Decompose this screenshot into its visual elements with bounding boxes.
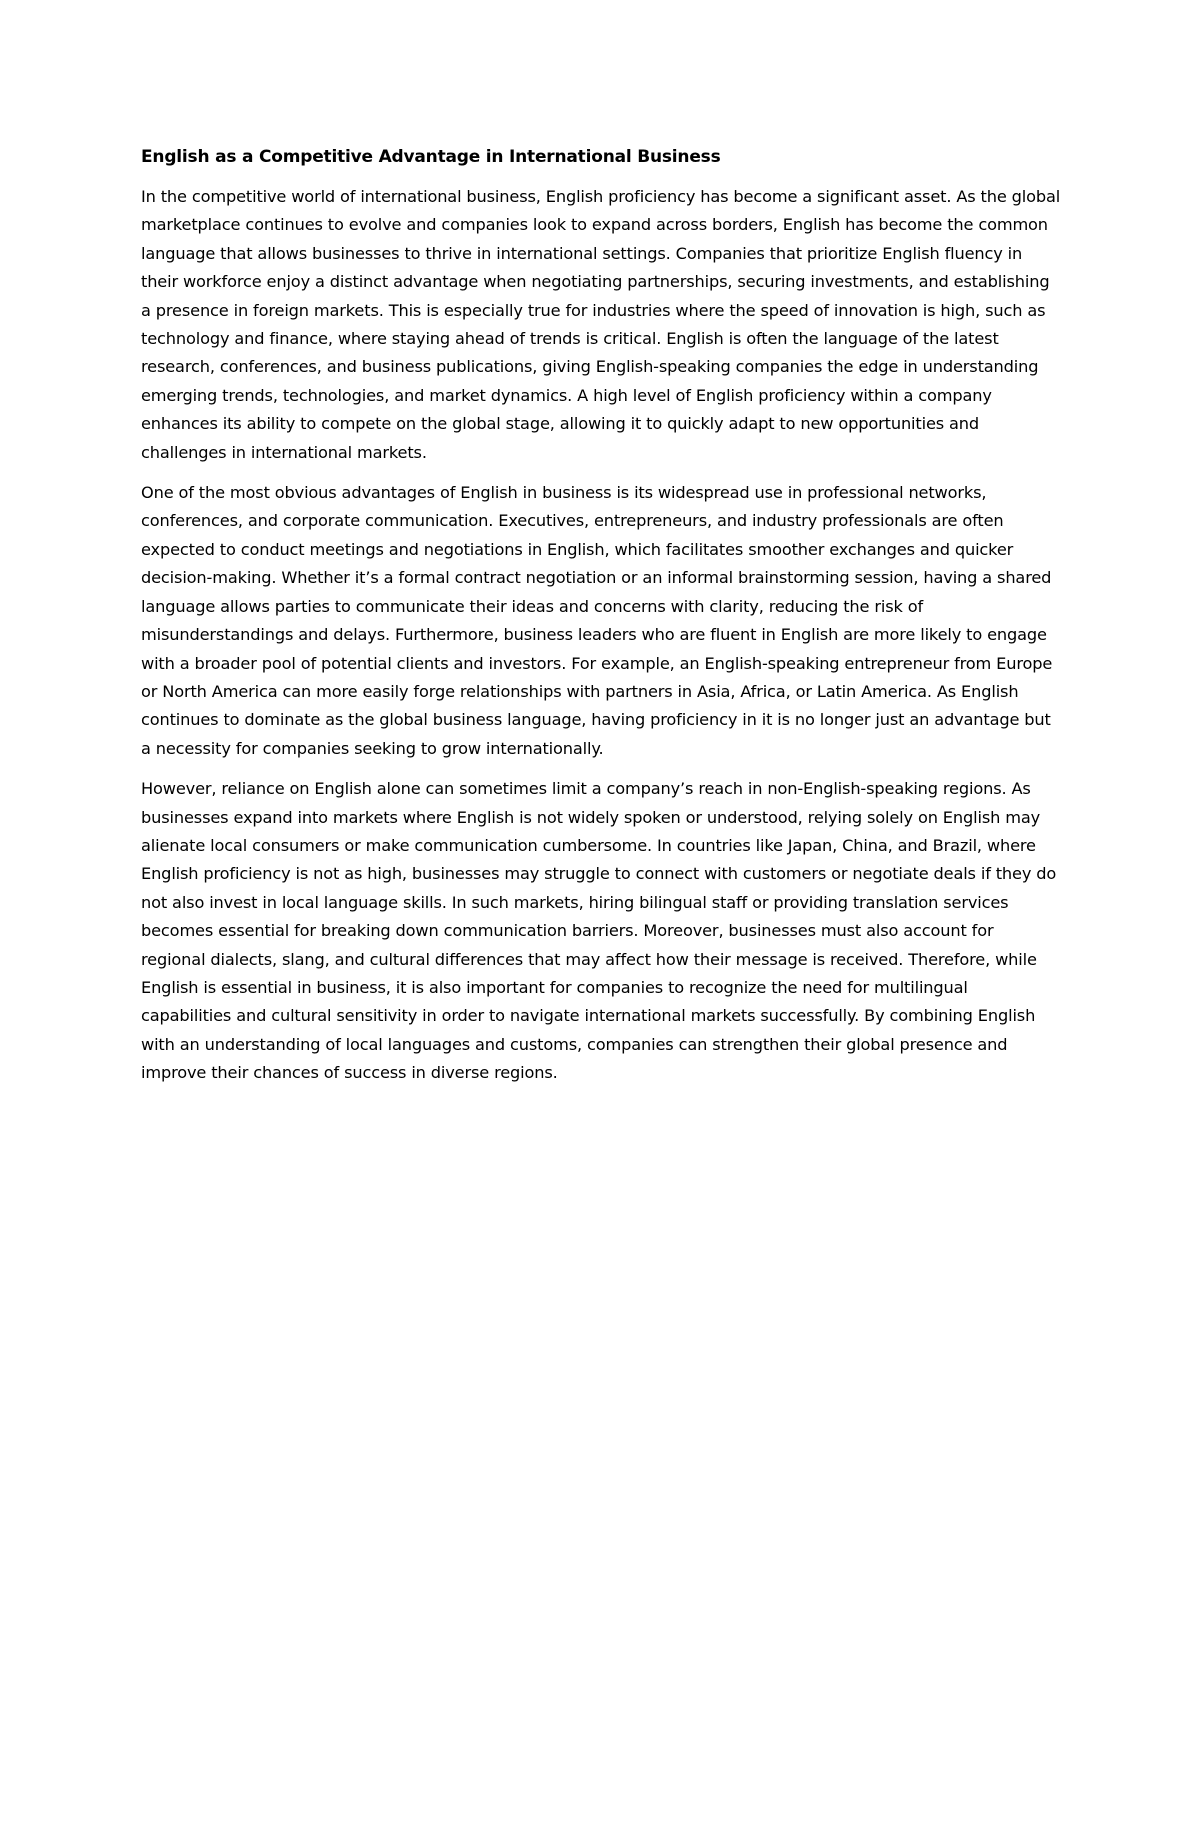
paragraph-1: In the competitive world of international business, English proficiency has become a significant asset. As the global marketplace continues to evolve and companies look to expand across borders, English has become the common language that allows businesses to thrive in international settings. Companies that prioritize English fluency in their workforce enjoy a distinct advantage when negotiating partnerships, securing investments, and establishing a presence in foreign markets. This is especially true for industries where the speed of innovation is high, such as technology and finance, where staying ahead of trends is critical. English is often the language of the latest research, conferences, and business publications, giving English-speaking companies the edge in understanding emerging trends, technologies, and market dynamics. A high level of English proficiency within a company enhances its ability to compete on the global stage, allowing it to quickly adapt to new opportunities and challenges in international markets. [141,187,1061,462]
paragraph-2: One of the most obvious advantages of English in business is its widespread use in professional networks, conferences, and corporate communication. Executives, entrepreneurs, and industry professionals are often expected to conduct meetings and negotiations in English, which facilitates smoother exchanges and quicker decision-making. Whether it’s a formal contract negotiation or an informal brainstorming session, having a shared language allows parties to communicate their ideas and concerns with clarity, reducing the risk of misunderstandings and delays. Furthermore, business leaders who are fluent in English are more likely to engage with a broader pool of potential clients and investors. For example, an English-speaking entrepreneur from Europe or North America can more easily forge relationships with partners in Asia, Africa, or Latin America. As English continues to dominate as the global business language, having proficiency in it is no longer just an advantage but a necessity for companies seeking to grow internationally. [141,483,1053,758]
document-title: English as a Competitive Advantage in International Business [141,147,721,167]
paragraph-3: However, reliance on English alone can sometimes limit a company’s reach in non-English-speaking regions. As businesses expand into markets where English is not widely spoken or understood, relying solely on English may alienate local consumers or make communication cumbersome. In countries like Japan, China, and Brazil, where English proficiency is not as high, businesses may struggle to connect with customers or negotiate deals if they do not also invest in local language skills. In such markets, hiring bilingual staff or providing translation services becomes essential for breaking down communication barriers. Moreover, businesses must also account for regional dialects, slang, and cultural differences that may affect how their message is received. Therefore, while English is essential in business, it is also important for companies to recognize the need for multilingual capabilities and cultural sensitivity in order to navigate international markets successfully. By combining English with an understanding of local languages and customs, companies can strengthen their global presence and improve their chances of success in diverse regions. [141,779,1057,1083]
document-body [141,143,1061,1100]
